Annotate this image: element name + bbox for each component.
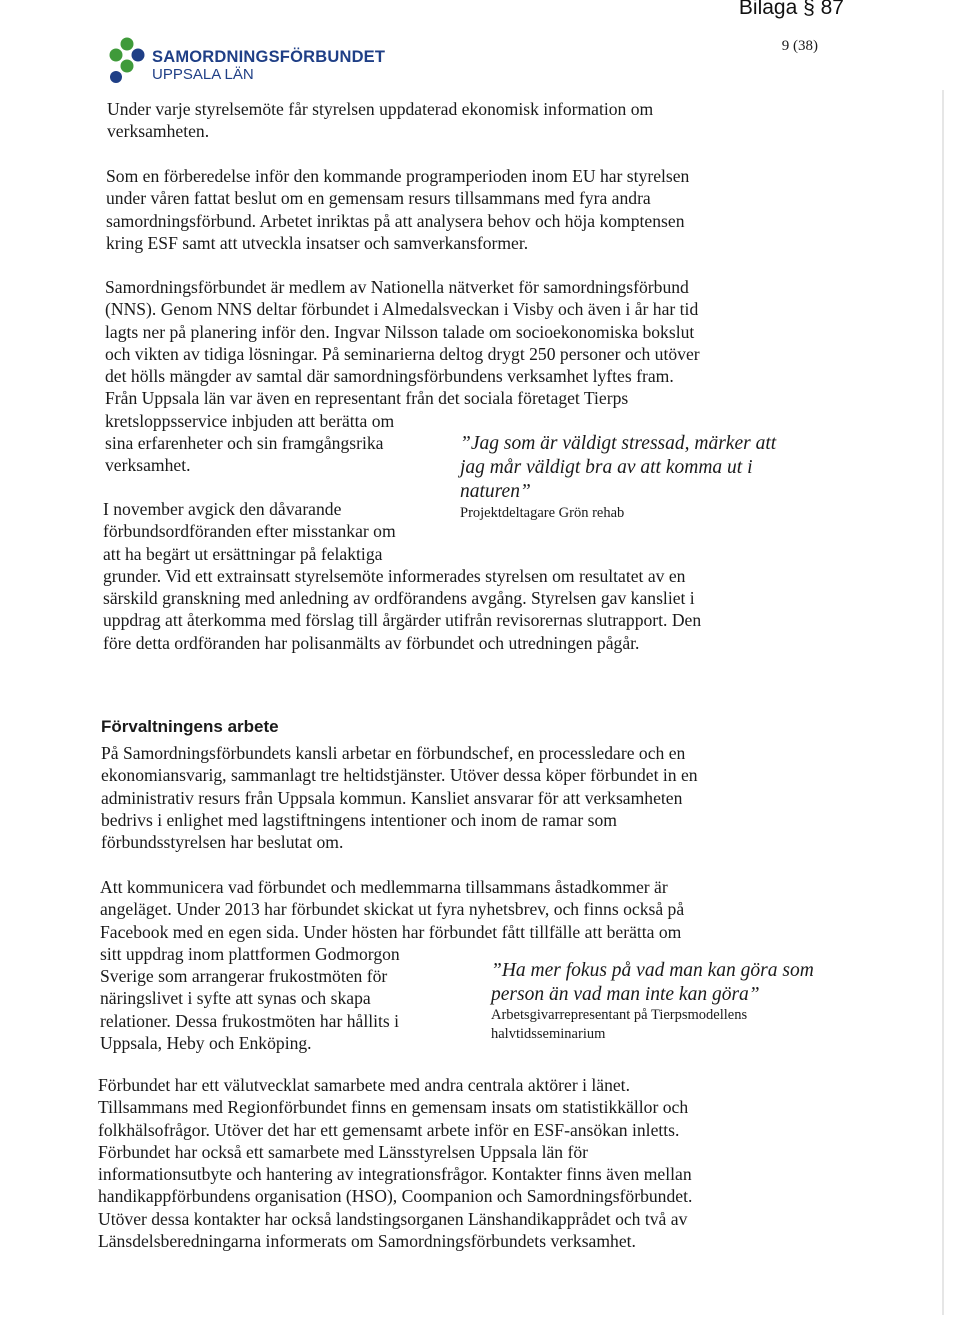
quote-employer: ”Ha mer fokus på vad man kan göra som person än vad man inte kan göra” — [491, 960, 814, 1005]
appendix-label: Bilaga § 87 — [738, 0, 844, 19]
paragraph-economic-info: Under varje styrelsemöte får styrelsen uppdaterad ekonomisk information om verksamheten. — [107, 99, 654, 142]
paragraph-communication: Att kommunicera vad förbundet och medlemmarna tillsammans åstadkommer är angeläget. Under 2013 har förbundet skickat ut fyra nyhetsbrev, och finns också på Facebook med en egen sida. Under hösten har förbundet fått tillfälle att berätta om sitt uppdrag inom plattformen Godmorgon Sverige som arrangerar frukostmöten för näringslivet i syfte att synas och skapa relationer. Dessa frukostmöten har hållits i Uppsala, Heby och Enköping. — [100, 877, 685, 1054]
paragraph-collaboration: Förbundet har ett välutvecklat samarbete med andra centrala aktörer i länet. Tillsammans med Regionförbundet finns en gemensam insats om statistikkällor och folkhälsofrågor. Utöver det har ett gemensamt arbete inför en ESF-ansökan inletts. Förbundet har också ett samarbete med Länsstyrelsen Uppsala län för informationsutbyte och hantering av integrationsfrågor. Kontakter finns även mellan handikappförbundens organisation (HSO), Coompanion och Samordningsförbundet. Utöver dessa kontakter har också landstingsorganen Länshandikapprådet och två av Länsdelsberedningarna informerats om Samordningsförbundets verksamhet. — [98, 1075, 693, 1252]
page-number: 9 (38) — [781, 38, 818, 54]
page-edge-line — [942, 90, 944, 1315]
logo-mark-icon — [108, 36, 146, 84]
logo-subtitle: UPPSALA LÄN — [152, 66, 254, 83]
quote-participant: ”Jag som är väldigt stressad, märker att jag mår väldigt bra av att komma ut i naturen” — [460, 433, 777, 502]
paragraph-nns-membership: Samordningsförbundet är medlem av Nationella nätverket för samordningsförbund (NNS). Genom NNS deltar förbundet i Almedalsveckan i Visby och även i år har tid lagts ner på planering inför den. Ingvar Nilsson talade om socioekonomiska bokslut och vikten av tidiga lösningar. På seminarierna deltog drygt 250 personer och utöver det hölls mängder av samtal där samordningsförbundens verksamhet lyftes fram. Från Uppsala län var även en representant från det sociala företaget Tierps kretsloppsservice inbjuden att berätta om sina erfarenheter och sin framgångsrika verksamhet. — [105, 277, 700, 476]
paragraph-chair-resignation: I november avgick den dåvarande förbundsordföranden efter misstankar om att ha begärt ut ersättningar på felaktiga grunder. Vid ett extrainsatt styrelsemöte informerades styrelsen om resultatet av en särskild granskning med anledning av ordförandens avgång. Styrelsen gav kansliet i uppdrag att återkomma med förslag till årgärder utifrån revisorernas slutrapport. Den före detta ordföranden har polisanmälts av förbundet och utredningen pågår. — [103, 499, 702, 653]
quote-participant-source: Projektdeltagare Grön rehab — [460, 505, 625, 521]
organization-logo — [108, 36, 408, 88]
quote-employer-source: Arbetsgivarrepresentant på Tierpsmodellens halvtidsseminarium — [491, 1007, 748, 1042]
paragraph-office-staff: På Samordningsförbundets kansli arbetar en förbundschef, en processledare och en ekonomiansvarig, sammanlagt tre heltidstjänster. Utöver dessa köper förbundet in en administrativ resurs från Uppsala kommun. Kansliet ansvarar för att verksamheten bedrivs i enlighet med lagstiftningens intentioner och inom de ramar som förbundsstyrelsen har beslutat om. — [101, 743, 698, 853]
logo-title: SAMORDNINGSFÖRBUNDET — [152, 48, 386, 66]
section-heading: Förvaltningens arbete — [101, 717, 279, 736]
paragraph-eu-preparation: Som en förberedelse inför den kommande programperioden inom EU har styrelsen under våren fattat beslut om en gemensam resurs tillsammans med fyra andra samordningsförbund. Arbetet inriktas på att analysera behov och höja komptensen kring ESF samt att utveckla insatser och samverkansformer. — [106, 166, 690, 253]
